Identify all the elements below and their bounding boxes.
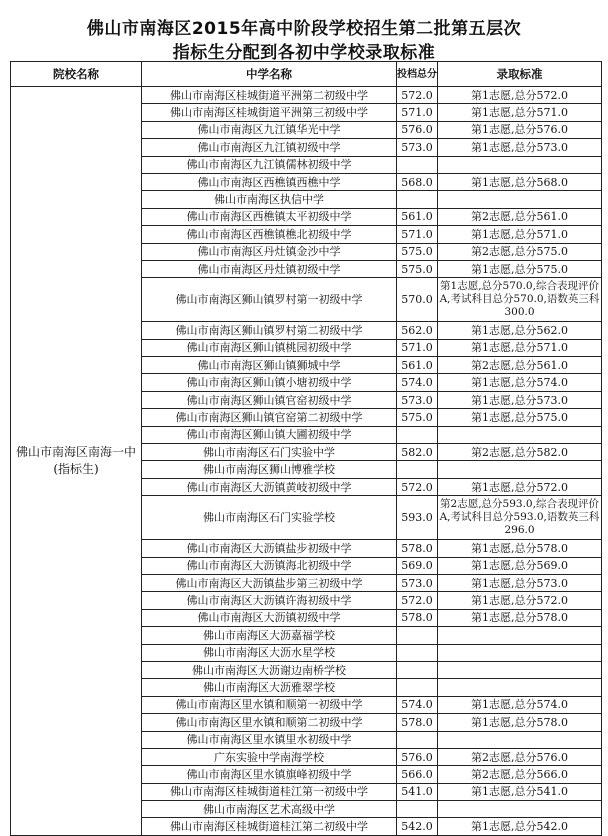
school-cell: 佛山市南海区狮山镇狮城中学 (142, 357, 397, 374)
school-cell: 佛山市南海区丹灶镇初级中学 (142, 260, 397, 277)
standard-cell: 第1志愿,总分578.0 (438, 609, 602, 626)
score-cell (397, 644, 438, 661)
table-header-row (11, 62, 602, 87)
school-cell: 佛山市南海区大沥镇黄岐初级中学 (142, 478, 397, 495)
score-cell (397, 156, 438, 173)
standard-cell (438, 679, 602, 696)
school-cell: 佛山市南海区里水镇和顺第二初级中学 (142, 714, 397, 731)
standard-cell: 第2志愿,总分575.0 (438, 243, 602, 260)
standard-cell: 第2志愿,总分593.0,综合表现评价A,考试科目总分593.0,语数英三科296.0 (438, 496, 602, 540)
standard-cell (438, 731, 602, 748)
score-cell: 576.0 (397, 748, 438, 765)
school-cell: 佛山市南海区狮山镇官窑初级中学 (142, 391, 397, 408)
school-cell: 佛山市南海区桂城街道平洲第二初级中学 (142, 87, 397, 104)
school-cell: 佛山市南海区西樵镇西樵中学 (142, 173, 397, 190)
score-cell: 572.0 (397, 478, 438, 495)
standard-cell: 第1志愿,总分571.0 (438, 226, 602, 243)
score-cell: 574.0 (397, 374, 438, 391)
header-college: 院校名称 (11, 62, 142, 87)
standard-cell (438, 191, 602, 208)
score-cell: 582.0 (397, 444, 438, 461)
score-cell: 572.0 (397, 592, 438, 609)
standard-cell: 第1志愿,总分568.0 (438, 173, 602, 190)
standard-cell: 第1志愿,总分574.0 (438, 374, 602, 391)
score-cell: 571.0 (397, 339, 438, 356)
school-cell: 佛山市南海区里水镇旗峰初级中学 (142, 766, 397, 783)
score-cell: 566.0 (397, 766, 438, 783)
score-cell: 561.0 (397, 357, 438, 374)
school-cell: 佛山市南海区大沥水星学校 (142, 644, 397, 661)
score-cell: 542.0 (397, 818, 438, 835)
standard-cell: 第1志愿,总分541.0 (438, 783, 602, 800)
school-cell: 佛山市南海区九江镇华光中学 (142, 121, 397, 138)
standard-cell: 第1志愿,总分572.0 (438, 478, 602, 495)
document-title-line-1: 佛山市南海区2015年高中阶段学校招生第二批第五层次 (86, 19, 522, 39)
standard-cell: 第1志愿,总分573.0 (438, 391, 602, 408)
standard-cell: 第2志愿,总分566.0 (438, 766, 602, 783)
school-cell: 佛山市南海区里水镇里水初级中学 (142, 731, 397, 748)
standard-cell: 第2志愿,总分561.0 (438, 208, 602, 225)
standard-cell (438, 627, 602, 644)
school-cell: 佛山市南海区艺术高级中学 (142, 801, 397, 818)
school-cell: 佛山市南海区桂城街道桂江第二初级中学 (142, 818, 397, 835)
score-cell: 576.0 (397, 121, 438, 138)
standard-cell (438, 426, 602, 443)
school-cell: 佛山市南海区石门实验中学 (142, 444, 397, 461)
score-cell (397, 679, 438, 696)
school-cell: 佛山市南海区狮山镇官窑第二初级中学 (142, 409, 397, 426)
school-cell: 佛山市南海区大沥嘉福学校 (142, 627, 397, 644)
standard-cell (438, 801, 602, 818)
school-cell: 佛山市南海区狮山镇罗村第一初级中学 (142, 278, 397, 322)
school-cell: 佛山市南海区丹灶镇金沙中学 (142, 243, 397, 260)
header-score: 投档总分 (397, 62, 438, 87)
school-cell: 佛山市南海区狮山镇小塘初级中学 (142, 374, 397, 391)
standard-cell: 第1志愿,总分569.0 (438, 557, 602, 574)
school-cell: 佛山市南海区大沥雅翠学校 (142, 679, 397, 696)
school-cell: 佛山市南海区大沥镇初级中学 (142, 609, 397, 626)
standard-cell: 第1志愿,总分578.0 (438, 714, 602, 731)
score-cell (397, 661, 438, 678)
school-cell: 佛山市南海区执信中学 (142, 191, 397, 208)
score-cell: 578.0 (397, 714, 438, 731)
standard-cell: 第1志愿,总分572.0 (438, 592, 602, 609)
header-standard: 录取标准 (438, 62, 602, 87)
table-row (11, 87, 602, 104)
standard-cell (438, 661, 602, 678)
document-title-line-2: 指标生分配到各初中学校录取标准 (172, 43, 436, 63)
score-cell: 572.0 (397, 87, 438, 104)
school-cell: 佛山市南海区西樵镇太平初级中学 (142, 208, 397, 225)
score-cell: 573.0 (397, 391, 438, 408)
school-cell: 广东实验中学南海学校 (142, 748, 397, 765)
score-cell: 593.0 (397, 496, 438, 540)
standard-cell: 第1志愿,总分542.0 (438, 818, 602, 835)
score-cell: 575.0 (397, 260, 438, 277)
school-cell: 佛山市南海区大沥镇盐步初级中学 (142, 540, 397, 557)
score-cell (397, 731, 438, 748)
standard-cell: 第1志愿,总分575.0 (438, 409, 602, 426)
school-cell: 佛山市南海区桂城街道桂江第一初级中学 (142, 783, 397, 800)
standard-cell: 第1志愿,总分572.0 (438, 87, 602, 104)
standard-cell: 第1志愿,总分574.0 (438, 696, 602, 713)
school-cell: 佛山市南海区大沥镇海北初级中学 (142, 557, 397, 574)
school-cell: 佛山市南海区桂城街道平洲第三初级中学 (142, 104, 397, 121)
score-cell: 573.0 (397, 139, 438, 156)
school-cell: 佛山市南海区里水镇和顺第一初级中学 (142, 696, 397, 713)
school-cell: 佛山市南海区狮山镇罗村第二初级中学 (142, 322, 397, 339)
score-cell: 570.0 (397, 278, 438, 322)
score-cell: 571.0 (397, 104, 438, 121)
score-cell (397, 801, 438, 818)
school-cell: 佛山市南海区西樵镇樵北初级中学 (142, 226, 397, 243)
standard-cell: 第1志愿,总分571.0 (438, 339, 602, 356)
score-cell (397, 191, 438, 208)
table-body (11, 87, 602, 836)
score-cell: 569.0 (397, 557, 438, 574)
standard-cell (438, 156, 602, 173)
score-cell: 578.0 (397, 540, 438, 557)
school-cell: 佛山市南海区九江镇初级中学 (142, 139, 397, 156)
standard-cell: 第2志愿,总分576.0 (438, 748, 602, 765)
standard-cell: 第1志愿,总分571.0 (438, 104, 602, 121)
standard-cell: 第1志愿,总分573.0 (438, 574, 602, 591)
header-school: 中学名称 (142, 62, 397, 87)
standard-cell: 第1志愿,总分570.0,综合表现评价A,考试科目总分570.0,语数英三科300.0 (438, 278, 602, 322)
score-cell (397, 426, 438, 443)
standard-cell: 第1志愿,总分562.0 (438, 322, 602, 339)
school-cell: 佛山市南海区大沥镇盐步第三初级中学 (142, 574, 397, 591)
standard-cell (438, 644, 602, 661)
score-cell (397, 461, 438, 478)
standard-cell: 第1志愿,总分578.0 (438, 540, 602, 557)
score-cell: 568.0 (397, 173, 438, 190)
score-cell (397, 627, 438, 644)
score-cell: 575.0 (397, 409, 438, 426)
score-cell: 541.0 (397, 783, 438, 800)
school-cell: 佛山市南海区狮山镇大圃初级中学 (142, 426, 397, 443)
score-cell: 561.0 (397, 208, 438, 225)
standard-cell: 第1志愿,总分573.0 (438, 139, 602, 156)
school-cell: 佛山市南海区九江镇儒林初级中学 (142, 156, 397, 173)
score-cell: 575.0 (397, 243, 438, 260)
school-cell: 佛山市南海区狮山镇桃园初级中学 (142, 339, 397, 356)
score-cell: 578.0 (397, 609, 438, 626)
school-cell: 佛山市南海区大沥谢边南桥学校 (142, 661, 397, 678)
school-cell: 佛山市南海区石门实验学校 (142, 496, 397, 540)
score-cell: 573.0 (397, 574, 438, 591)
score-cell: 571.0 (397, 226, 438, 243)
admission-table (10, 61, 602, 836)
college-cell: 佛山市南海区南海一中(指标生) (11, 87, 142, 836)
score-cell: 574.0 (397, 696, 438, 713)
standard-cell: 第1志愿,总分576.0 (438, 121, 602, 138)
school-cell: 佛山市南海区狮山博雅学校 (142, 461, 397, 478)
score-cell: 562.0 (397, 322, 438, 339)
standard-cell: 第2志愿,总分561.0 (438, 357, 602, 374)
standard-cell: 第2志愿,总分582.0 (438, 444, 602, 461)
standard-cell (438, 461, 602, 478)
school-cell: 佛山市南海区大沥镇许海初级中学 (142, 592, 397, 609)
standard-cell: 第1志愿,总分575.0 (438, 260, 602, 277)
